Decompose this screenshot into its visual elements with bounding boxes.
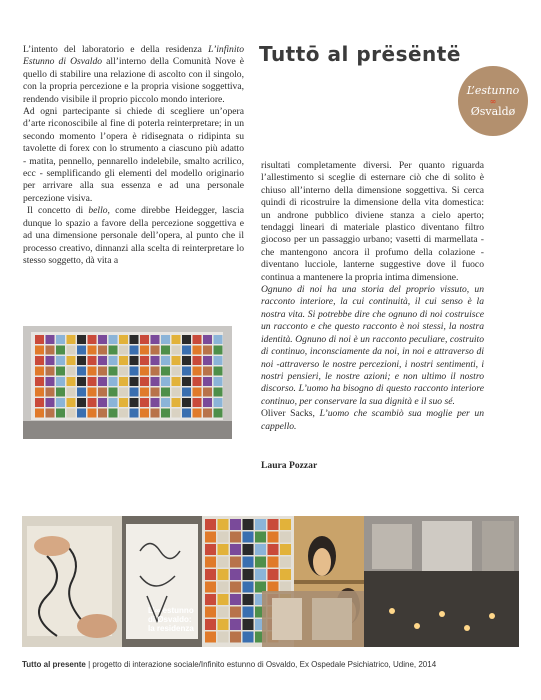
- artwork-tile: [172, 356, 181, 365]
- artwork-tile: [203, 356, 212, 365]
- grid-artwork-tile: [243, 569, 254, 580]
- grid-artwork-tile: [268, 519, 279, 530]
- left-text-column: [23, 44, 244, 267]
- grid-artwork-tile: [280, 519, 291, 530]
- artwork-tile: [88, 335, 97, 344]
- grid-artwork-tile: [230, 607, 241, 618]
- artwork-tile: [161, 356, 170, 365]
- logo-line-1: L’estunno: [466, 84, 520, 97]
- artwork-tile: [56, 388, 65, 397]
- artwork-tile: [140, 409, 149, 418]
- artwork-tile: [203, 409, 212, 418]
- artwork-tile: [46, 367, 55, 376]
- artwork-tile: [214, 367, 223, 376]
- artwork-tile: [214, 356, 223, 365]
- artwork-tile: [151, 335, 160, 344]
- artwork-tile: [109, 409, 118, 418]
- artwork-wall-photo: [23, 326, 232, 439]
- artwork-tile: [161, 388, 170, 397]
- artwork-tile: [88, 388, 97, 397]
- artwork-tile: [214, 377, 223, 386]
- caption-title: Tutto al presente: [22, 660, 86, 669]
- project-title-italic: L’infinito Estunno di Osvaldo: [23, 44, 244, 68]
- grid-artwork-tile: [230, 557, 241, 568]
- artwork-tile: [151, 398, 160, 407]
- artwork-tile: [46, 356, 55, 365]
- grid-artwork-tile: [205, 557, 216, 568]
- artwork-tile: [77, 356, 86, 365]
- grid-artwork-tile: [230, 569, 241, 580]
- artwork-tile: [46, 409, 55, 418]
- artwork-tile: [161, 367, 170, 376]
- artwork-tile: [182, 377, 191, 386]
- grid-artwork-tile: [243, 557, 254, 568]
- artwork-tile: [140, 388, 149, 397]
- artwork-tile: [182, 398, 191, 407]
- grid-artwork-tile: [205, 607, 216, 618]
- artwork-tile: [172, 388, 181, 397]
- grid-artwork-tile: [268, 569, 279, 580]
- grid-artwork-tile: [218, 632, 229, 643]
- artwork-tile: [119, 409, 128, 418]
- artwork-tile: [56, 367, 65, 376]
- artwork-tile: [214, 409, 223, 418]
- artwork-tile: [130, 367, 139, 376]
- grid-artwork-tile: [230, 594, 241, 605]
- artwork-tile: [88, 346, 97, 355]
- artwork-tile: [119, 388, 128, 397]
- artwork-tile: [119, 356, 128, 365]
- artwork-tile: [109, 335, 118, 344]
- artwork-tile: [182, 367, 191, 376]
- artwork-tile: [172, 377, 181, 386]
- artwork-tile: [193, 346, 202, 355]
- grid-artwork-tile: [218, 557, 229, 568]
- grid-artwork-tile: [218, 582, 229, 593]
- author-signature: Laura Pozzar: [261, 460, 318, 471]
- artwork-tile: [67, 377, 76, 386]
- artwork-tile: [172, 367, 181, 376]
- artwork-tile: [56, 356, 65, 365]
- artwork-tile: [35, 377, 44, 386]
- artwork-tile: [88, 409, 97, 418]
- artwork-tile: [35, 398, 44, 407]
- grid-artwork-tile: [205, 532, 216, 543]
- grid-artwork-tile: [218, 519, 229, 530]
- artwork-wall-image: [23, 326, 232, 439]
- artwork-tile: [98, 409, 107, 418]
- artwork-tile: [140, 367, 149, 376]
- artwork-tile: [130, 388, 139, 397]
- artwork-tile: [130, 377, 139, 386]
- grid-artwork-tile: [205, 594, 216, 605]
- concept-text-rest: , come direbbe Heidegger, lascia dunque lo spazio a favore della percezione soggettiva e ad una dimensione personale dell’opera, al punto che il processo creativo, dinnanzi alla scelta di reinterpretare lo stesso soggetto, dà vita a: [23, 205, 245, 266]
- artwork-tile: [140, 346, 149, 355]
- artwork-tile: [151, 356, 160, 365]
- grid-artwork-tile: [280, 532, 291, 543]
- grid-artwork-tile: [205, 544, 216, 555]
- artwork-tile: [119, 398, 128, 407]
- artwork-tile: [161, 398, 170, 407]
- artwork-tile: [77, 398, 86, 407]
- method-paragraph: Ad ogni partecipante si chiede di scegliere un’opera d’arte riconoscibile al fine di poterla reinterpretare; in un secondo momento l’opera è ridisegnata o ridipinta su tavolette di forex con lo strumento a ciascuno più adatto - matita, pennello, pennarello indelebile, smalto acrilico, ecc - semplificando gli elementi del modello originario per arrivare alla sua essenza e ad una personale percezione visiva.: [23, 106, 244, 204]
- grid-artwork-tile: [255, 569, 266, 580]
- page-caption: [22, 660, 436, 669]
- right-text-column: [261, 160, 484, 433]
- artwork-tile: [98, 377, 107, 386]
- artwork-tile: [203, 388, 212, 397]
- artwork-tile: [193, 377, 202, 386]
- artwork-tile: [151, 367, 160, 376]
- artwork-tile: [98, 367, 107, 376]
- grid-artwork-tile: [268, 544, 279, 555]
- grid-artwork-tile: [218, 569, 229, 580]
- artwork-tile: [214, 388, 223, 397]
- artwork-tile: [56, 335, 65, 344]
- grid-artwork-tile: [243, 632, 254, 643]
- grid-artwork-tile: [243, 619, 254, 630]
- artwork-tile: [161, 335, 170, 344]
- collage-image: [22, 516, 519, 647]
- artwork-tile: [109, 388, 118, 397]
- artwork-tile: [67, 388, 76, 397]
- grid-artwork-tile: [218, 619, 229, 630]
- artwork-tile: [140, 335, 149, 344]
- artwork-tile: [140, 356, 149, 365]
- artwork-tile: [119, 335, 128, 344]
- grid-artwork-tile: [280, 544, 291, 555]
- artwork-tile: [193, 398, 202, 407]
- grid-artwork-tile: [255, 557, 266, 568]
- artwork-tile: [203, 398, 212, 407]
- artwork-tile: [35, 335, 44, 344]
- grid-artwork-tile: [268, 582, 279, 593]
- artwork-tile: [109, 398, 118, 407]
- artwork-tile: [35, 388, 44, 397]
- artwork-tile: [46, 388, 55, 397]
- grid-artwork-tile: [230, 582, 241, 593]
- grid-artwork-tile: [218, 532, 229, 543]
- artwork-tile: [35, 346, 44, 355]
- quote-text: Ognuno di noi ha una storia del proprio vissuto, un racconto interiore, la cui continuità, il cui senso è la nostra vita. Si potrebbe dire che ognuno di noi costruisce un racconto e che questo racconto è noi stessi, la nostra identità. Ognuno di noi è un racconto peculiare, costruito di continuo, inconsciamente da noi, in noi e attraverso di noi -attraverso le nostre percezioni, i nostri sentimenti, i nostri pensieri, le nostre azioni; e non ultimo il nostro discorso. L’uomo ha bisogno di questo racconto interiore continuo, per conservare la sua dignità e il suo sé.: [261, 284, 484, 407]
- artwork-tile: [88, 367, 97, 376]
- artwork-tile: [151, 346, 160, 355]
- artwork-tile: [130, 356, 139, 365]
- grid-artwork-tile: [230, 519, 241, 530]
- artwork-tile: [109, 367, 118, 376]
- artwork-tile: [98, 388, 107, 397]
- artwork-tile: [130, 398, 139, 407]
- grid-artwork-tile: [205, 582, 216, 593]
- grid-artwork-tile: [230, 619, 241, 630]
- artwork-tile: [172, 398, 181, 407]
- artwork-tile: [109, 346, 118, 355]
- artwork-tile: [98, 335, 107, 344]
- artwork-tile: [56, 409, 65, 418]
- grid-artwork-tile: [268, 557, 279, 568]
- artwork-tile: [182, 356, 191, 365]
- artwork-tile: [35, 356, 44, 365]
- artwork-tile: [203, 346, 212, 355]
- grid-artwork-tile: [218, 607, 229, 618]
- artwork-tile: [77, 367, 86, 376]
- artwork-tile: [182, 409, 191, 418]
- artwork-tile: [46, 377, 55, 386]
- collage-label-line-2: di Øsvaldo:: [148, 615, 192, 624]
- artwork-tile: [109, 356, 118, 365]
- artwork-tile: [119, 377, 128, 386]
- artwork-tile: [77, 346, 86, 355]
- logo-line-3: Øsvaldø: [470, 105, 516, 118]
- artwork-tile: [119, 346, 128, 355]
- grid-artwork-tile: [255, 582, 266, 593]
- grid-artwork-tile: [280, 557, 291, 568]
- artwork-tile: [67, 346, 76, 355]
- grid-artwork-tile: [243, 519, 254, 530]
- citation-work: L’uomo che scambiò sua moglie per un cappello.: [261, 408, 485, 432]
- quote-citation: [261, 408, 484, 433]
- artwork-tile: [56, 346, 65, 355]
- artwork-tile: [193, 356, 202, 365]
- artwork-tile: [172, 409, 181, 418]
- artwork-tile: [77, 377, 86, 386]
- artwork-tile: [214, 335, 223, 344]
- intro-paragraph: [23, 44, 244, 106]
- artwork-tile: [98, 398, 107, 407]
- artwork-tile: [119, 367, 128, 376]
- artwork-tile: [88, 398, 97, 407]
- artwork-tile: [182, 335, 191, 344]
- grid-artwork-tile: [255, 519, 266, 530]
- artwork-tile: [203, 377, 212, 386]
- residence-photo-collage: [22, 516, 519, 647]
- artwork-tile: [77, 388, 86, 397]
- grid-artwork-tile: [205, 619, 216, 630]
- grid-artwork-tile: [243, 544, 254, 555]
- artwork-tile: [46, 335, 55, 344]
- artwork-tile: [140, 377, 149, 386]
- artwork-tile: [151, 388, 160, 397]
- artwork-tile: [182, 346, 191, 355]
- installation-paragraph: risultati completamente diversi. Per quanto riguarda l’allestimento si sceglie di esternare ciò che di solito è chiuso all’interno della dimensione soggettiva. Si cerca quindi di ricostruire la dimensione della vita domestica: un androne pubblico diviene stanza a cielo aperto; tendaggi lineari di materiale plastico diventano filtro giocoso per un passaggio urbano; vasetti di marmellata - che mantengono ancora il profumo della colazione - diventano lucciole, lanterne suggestive dove il fuoco continua a mantenere la propria intima dimensione.: [261, 160, 484, 283]
- concept-paragraph: [23, 205, 244, 267]
- artwork-tile: [56, 377, 65, 386]
- artwork-tile: [193, 409, 202, 418]
- artwork-tile: [172, 335, 181, 344]
- artwork-tile: [182, 388, 191, 397]
- artwork-tile: [98, 356, 107, 365]
- concept-italic: bello: [88, 205, 108, 217]
- artwork-tile: [193, 388, 202, 397]
- artwork-tile: [35, 367, 44, 376]
- artwork-tile: [67, 367, 76, 376]
- artwork-tile: [203, 335, 212, 344]
- intro-text-rest: all’interno della Comunità Nove è quello di stabilire una relazione di ascolto con il singolo, con la propria percezione e la propria visione soggettiva, rendendo visibile il proprio piccolo mondo interiore.: [23, 56, 244, 105]
- artwork-tile: [35, 409, 44, 418]
- artwork-tile: [67, 398, 76, 407]
- grid-artwork-tile: [243, 607, 254, 618]
- grid-artwork-tile: [280, 582, 291, 593]
- artwork-tile: [203, 367, 212, 376]
- artwork-tile: [56, 398, 65, 407]
- artwork-tile: [193, 335, 202, 344]
- artwork-tile: [172, 346, 181, 355]
- grid-artwork-tile: [243, 532, 254, 543]
- artwork-tile: [77, 335, 86, 344]
- artwork-tile: [77, 409, 86, 418]
- artwork-tile: [67, 356, 76, 365]
- grid-artwork-tile: [230, 544, 241, 555]
- grid-artwork-tile: [243, 594, 254, 605]
- artwork-tile: [151, 377, 160, 386]
- artwork-tile: [161, 346, 170, 355]
- artwork-tile: [67, 409, 76, 418]
- artwork-tile: [67, 335, 76, 344]
- grid-artwork-tile: [205, 519, 216, 530]
- grid-artwork-tile: [205, 569, 216, 580]
- artwork-tile: [130, 346, 139, 355]
- estunno-logo: [458, 66, 528, 136]
- grid-artwork-tile: [230, 632, 241, 643]
- intro-text: L’intento del laboratorio e della residenza: [23, 44, 209, 55]
- grid-artwork-tile: [280, 569, 291, 580]
- artwork-tile: [161, 409, 170, 418]
- grid-artwork-tile: [218, 594, 229, 605]
- grid-artwork-tile: [218, 544, 229, 555]
- artwork-tile: [46, 346, 55, 355]
- artwork-tile: [88, 377, 97, 386]
- artwork-tile: [130, 335, 139, 344]
- sacks-quote: [261, 284, 484, 408]
- collage-label: [148, 606, 194, 633]
- grid-artwork-tile: [230, 532, 241, 543]
- artwork-tile: [109, 377, 118, 386]
- artwork-tile: [151, 409, 160, 418]
- caption-text: | progetto di interazione sociale/Infinito estunno di Osvaldo, Ex Ospedale Psichiatrico, Udine, 2014: [85, 660, 437, 669]
- infinity-icon: ∞: [489, 96, 497, 106]
- artwork-tile: [46, 398, 55, 407]
- artwork-tile: [214, 346, 223, 355]
- collage-label-line-1: L’∞ estunno: [148, 606, 194, 615]
- artwork-tile: [161, 377, 170, 386]
- grid-artwork-tile: [205, 632, 216, 643]
- artwork-tile: [140, 398, 149, 407]
- grid-artwork-tile: [243, 582, 254, 593]
- artwork-tile: [193, 367, 202, 376]
- artwork-tile: [88, 356, 97, 365]
- artwork-tile: [214, 398, 223, 407]
- artwork-tile: [98, 346, 107, 355]
- concept-text: Il concetto di: [27, 205, 89, 217]
- grid-artwork-tile: [268, 532, 279, 543]
- grid-artwork-tile: [255, 544, 266, 555]
- grid-artwork-tile: [255, 532, 266, 543]
- citation-author: Oliver Sacks,: [261, 408, 320, 420]
- collage-label-line-3: la residenza: [148, 624, 194, 633]
- artwork-tile: [130, 409, 139, 418]
- page-title: Tuttō al prësëntë: [259, 42, 461, 66]
